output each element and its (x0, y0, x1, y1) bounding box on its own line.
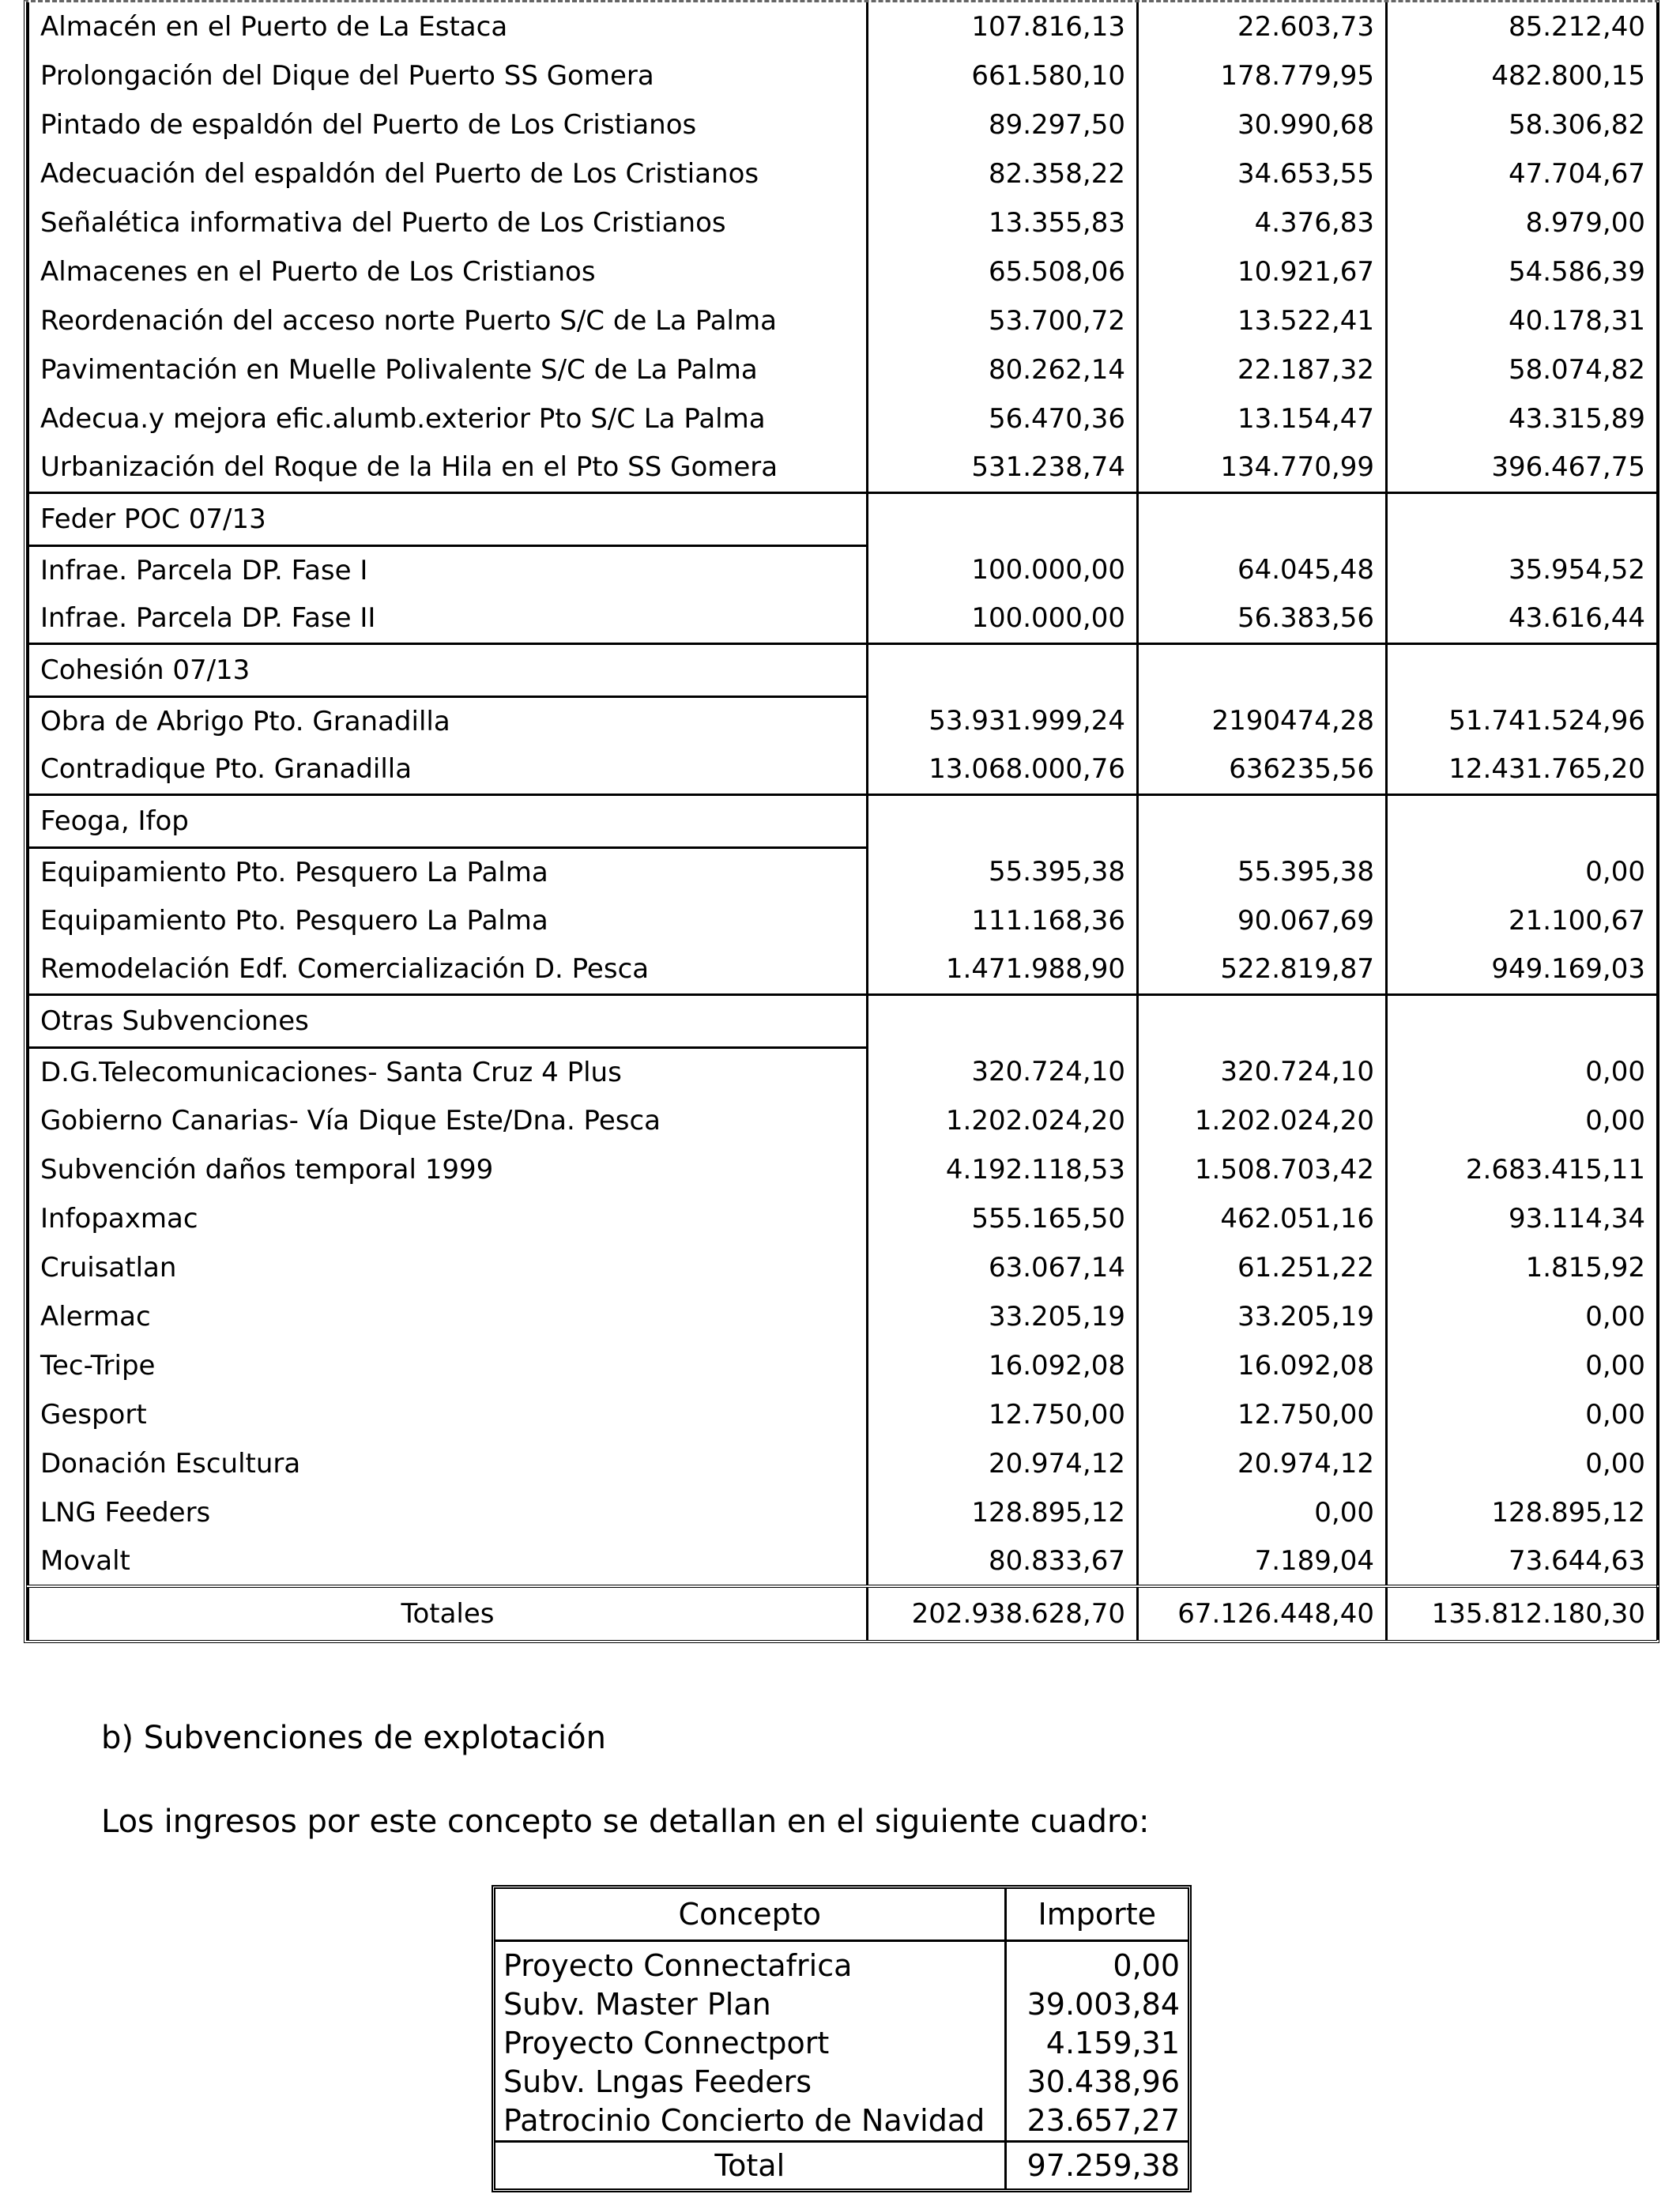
importe-cell: 23.657,27 (1026, 2103, 1180, 2138)
row-value-1: 13.355,83 (868, 198, 1138, 247)
totals-value-2: 67.126.448,40 (1138, 1586, 1387, 1640)
row-label: Alermac (28, 1292, 868, 1341)
row-value-3: 93.114,34 (1387, 1194, 1658, 1243)
table-row (28, 51, 1658, 100)
table-row (28, 594, 1658, 643)
row-label: Gobierno Canarias- Vía Dique Este/Dna. Pesca (28, 1096, 868, 1145)
row-value-2: 320.724,10 (1138, 1047, 1387, 1096)
row-label: Equipamiento Pto. Pesquero La Palma (28, 896, 868, 945)
row-value-3: 0,00 (1387, 1047, 1658, 1096)
totals-value-3: 135.812.180,30 (1387, 1586, 1658, 1640)
concepto-cell: Proyecto Connectafrica (495, 1941, 1005, 1986)
section-label: Feder POC 07/13 (28, 492, 868, 545)
table-row (28, 1488, 1658, 1537)
table-row (28, 149, 1658, 198)
row-value-3: 43.315,89 (1387, 394, 1658, 443)
row-label: Pintado de espaldón del Puerto de Los Cristianos (28, 100, 868, 149)
totals-value-1: 202.938.628,70 (868, 1586, 1138, 1640)
table-row (28, 394, 1658, 443)
table-row (28, 696, 1658, 745)
row-label: Señalética informativa del Puerto de Los Cristianos (28, 198, 868, 247)
row-value-1: 555.165,50 (868, 1194, 1138, 1243)
row-label: Subvención daños temporal 1999 (28, 1145, 868, 1194)
row-value-1: 100.000,00 (868, 545, 1138, 594)
section-empty-cell (1387, 492, 1658, 545)
row-value-3: 0,00 (1387, 847, 1658, 896)
table-row (28, 745, 1658, 794)
row-value-2: 55.395,38 (1138, 847, 1387, 896)
section-empty-cell (1387, 994, 1658, 1047)
section-label: Cohesión 07/13 (28, 643, 868, 696)
row-label: Tec-Tripe (28, 1341, 868, 1390)
row-value-2: 34.653,55 (1138, 149, 1387, 198)
operating-grant-row (495, 2102, 1188, 2142)
table-row (28, 443, 1658, 492)
row-value-3: 949.169,03 (1387, 945, 1658, 994)
row-value-2: 90.067,69 (1138, 896, 1387, 945)
row-value-3: 128.895,12 (1387, 1488, 1658, 1537)
row-value-3: 2.683.415,11 (1387, 1145, 1658, 1194)
section-heading: b) Subvenciones de explotación (101, 1720, 606, 1756)
totals-label: Totales (28, 1586, 868, 1640)
row-label: Adecua.y mejora efic.alumb.exterior Pto S/C La Palma (28, 394, 868, 443)
row-value-1: 33.205,19 (868, 1292, 1138, 1341)
row-value-2: 0,00 (1138, 1488, 1387, 1537)
row-label: Remodelación Edf. Comercialización D. Pesca (28, 945, 868, 994)
row-value-1: 320.724,10 (868, 1047, 1138, 1096)
row-value-3: 85.212,40 (1387, 2, 1658, 51)
row-value-1: 89.297,50 (868, 100, 1138, 149)
section-row (28, 794, 1658, 847)
section-empty-cell (1387, 794, 1658, 847)
row-value-3: 0,00 (1387, 1292, 1658, 1341)
row-value-2: 1.508.703,42 (1138, 1145, 1387, 1194)
importe-cell: 0,00 (1113, 1948, 1180, 1983)
row-value-2: 64.045,48 (1138, 545, 1387, 594)
row-label: Almacén en el Puerto de La Estaca (28, 2, 868, 51)
row-value-1: 4.192.118,53 (868, 1145, 1138, 1194)
row-label: Reordenación del acceso norte Puerto S/C de La Palma (28, 296, 868, 345)
importe-cell: 39.003,84 (1026, 1987, 1180, 2022)
concepto-cell: Subv. Lngas Feeders (495, 2063, 1005, 2102)
operating-grant-row (495, 1985, 1188, 2024)
section-empty-cell (868, 643, 1138, 696)
row-value-2: 13.522,41 (1138, 296, 1387, 345)
row-value-2: 4.376,83 (1138, 198, 1387, 247)
section-empty-cell (868, 994, 1138, 1047)
row-label: Infopaxmac (28, 1194, 868, 1243)
row-value-1: 111.168,36 (868, 896, 1138, 945)
row-value-2: 13.154,47 (1138, 394, 1387, 443)
operating-grant-row (495, 1941, 1188, 1986)
table-row (28, 1341, 1658, 1390)
row-label: Pavimentación en Muelle Polivalente S/C de La Palma (28, 345, 868, 394)
row-value-3: 40.178,31 (1387, 296, 1658, 345)
row-value-3: 47.704,67 (1387, 149, 1658, 198)
row-value-3: 43.616,44 (1387, 594, 1658, 643)
row-value-1: 100.000,00 (868, 594, 1138, 643)
row-value-1: 82.358,22 (868, 149, 1138, 198)
table-row (28, 2, 1658, 51)
row-value-1: 531.238,74 (868, 443, 1138, 492)
row-value-1: 1.202.024,20 (868, 1096, 1138, 1145)
totals-row (28, 1586, 1658, 1640)
row-value-3: 1.815,92 (1387, 1243, 1658, 1292)
operating-grants-header-row (495, 1889, 1188, 1941)
row-label: D.G.Telecomunicaciones- Santa Cruz 4 Plus (28, 1047, 868, 1096)
row-value-1: 16.092,08 (868, 1341, 1138, 1390)
row-value-3: 396.467,75 (1387, 443, 1658, 492)
row-value-2: 134.770,99 (1138, 443, 1387, 492)
row-label: Infrae. Parcela DP. Fase II (28, 594, 868, 643)
operating-grants-body (495, 1941, 1188, 2142)
section-empty-cell (1138, 994, 1387, 1047)
importe-cell: 30.438,96 (1026, 2064, 1180, 2099)
section-empty-cell (868, 492, 1138, 545)
row-label: Obra de Abrigo Pto. Granadilla (28, 696, 868, 745)
row-value-1: 107.816,13 (868, 2, 1138, 51)
section-empty-cell (1138, 643, 1387, 696)
row-label: Contradique Pto. Granadilla (28, 745, 868, 794)
row-value-1: 65.508,06 (868, 247, 1138, 296)
row-value-2: 12.750,00 (1138, 1390, 1387, 1439)
row-value-3: 54.586,39 (1387, 247, 1658, 296)
row-label: Gesport (28, 1390, 868, 1439)
row-value-1: 56.470,36 (868, 394, 1138, 443)
row-value-1: 80.262,14 (868, 345, 1138, 394)
row-value-2: 522.819,87 (1138, 945, 1387, 994)
section-row (28, 643, 1658, 696)
row-value-3: 73.644,63 (1387, 1537, 1658, 1586)
operating-grant-row (495, 2063, 1188, 2102)
row-value-1: 55.395,38 (868, 847, 1138, 896)
row-value-3: 0,00 (1387, 1341, 1658, 1390)
table-row (28, 847, 1658, 896)
section-empty-cell (1387, 643, 1658, 696)
row-value-3: 58.306,82 (1387, 100, 1658, 149)
table-row (28, 1537, 1658, 1586)
table-row (28, 1292, 1658, 1341)
section-paragraph: Los ingresos por este concepto se detallan en el siguiente cuadro: (101, 1804, 1150, 1840)
row-value-2: 56.383,56 (1138, 594, 1387, 643)
concepto-cell: Subv. Master Plan (495, 1985, 1005, 2024)
grants-table (27, 2, 1659, 1640)
section-empty-cell (868, 794, 1138, 847)
section-empty-cell (1138, 794, 1387, 847)
row-label: Almacenes en el Puerto de Los Cristianos (28, 247, 868, 296)
row-value-2: 16.092,08 (1138, 1341, 1387, 1390)
row-value-1: 80.833,67 (868, 1537, 1138, 1586)
section-row (28, 994, 1658, 1047)
row-value-1: 128.895,12 (868, 1488, 1138, 1537)
table-row (28, 896, 1658, 945)
row-value-3: 0,00 (1387, 1390, 1658, 1439)
row-value-1: 12.750,00 (868, 1390, 1138, 1439)
importe-cell: 4.159,31 (1045, 2026, 1180, 2060)
grants-table-body (28, 2, 1658, 1586)
row-label: Prolongación del Dique del Puerto SS Gomera (28, 51, 868, 100)
row-value-2: 2190474,28 (1138, 696, 1387, 745)
table-row (28, 1194, 1658, 1243)
table-row (28, 1047, 1658, 1096)
header-concepto: Concepto (495, 1889, 1005, 1941)
table-row (28, 100, 1658, 149)
row-value-2: 33.205,19 (1138, 1292, 1387, 1341)
row-value-1: 661.580,10 (868, 51, 1138, 100)
row-value-2: 30.990,68 (1138, 100, 1387, 149)
total-label: Total (495, 2142, 1005, 2189)
operating-grant-row (495, 2024, 1188, 2063)
table-row (28, 345, 1658, 394)
operating-grants-table (495, 1889, 1188, 2188)
row-value-1: 13.068.000,76 (868, 745, 1138, 794)
row-value-3: 482.800,15 (1387, 51, 1658, 100)
section-label: Feoga, Ifop (28, 794, 868, 847)
row-value-3: 8.979,00 (1387, 198, 1658, 247)
table-row (28, 198, 1658, 247)
row-label: Equipamiento Pto. Pesquero La Palma (28, 847, 868, 896)
table-row (28, 1096, 1658, 1145)
row-label: Movalt (28, 1537, 868, 1586)
table-row (28, 1390, 1658, 1439)
row-label: Donación Escultura (28, 1439, 868, 1488)
table-row (28, 1145, 1658, 1194)
row-value-1: 1.471.988,90 (868, 945, 1138, 994)
row-label: Urbanización del Roque de la Hila en el Pto SS Gomera (28, 443, 868, 492)
row-label: Cruisatlan (28, 1243, 868, 1292)
table-row (28, 296, 1658, 345)
row-value-3: 58.074,82 (1387, 345, 1658, 394)
table-row (28, 1243, 1658, 1292)
row-value-1: 63.067,14 (868, 1243, 1138, 1292)
row-value-2: 7.189,04 (1138, 1537, 1387, 1586)
row-value-2: 20.974,12 (1138, 1439, 1387, 1488)
row-value-3: 0,00 (1387, 1096, 1658, 1145)
operating-grants-table-container (492, 1885, 1192, 2192)
table-row (28, 247, 1658, 296)
row-value-2: 10.921,67 (1138, 247, 1387, 296)
row-value-2: 1.202.024,20 (1138, 1096, 1387, 1145)
row-value-2: 61.251,22 (1138, 1243, 1387, 1292)
header-importe: Importe (1005, 1889, 1188, 1941)
concepto-cell: Patrocinio Concierto de Navidad (495, 2102, 1005, 2142)
row-value-3: 21.100,67 (1387, 896, 1658, 945)
row-value-2: 178.779,95 (1138, 51, 1387, 100)
operating-grants-total-row (495, 2142, 1188, 2189)
row-label: Infrae. Parcela DP. Fase I (28, 545, 868, 594)
row-label: Adecuación del espaldón del Puerto de Los Cristianos (28, 149, 868, 198)
row-value-2: 462.051,16 (1138, 1194, 1387, 1243)
table-row (28, 945, 1658, 994)
table-row (28, 1439, 1658, 1488)
row-value-3: 12.431.765,20 (1387, 745, 1658, 794)
section-empty-cell (1138, 492, 1387, 545)
row-value-2: 636235,56 (1138, 745, 1387, 794)
row-value-1: 53.931.999,24 (868, 696, 1138, 745)
table-row (28, 545, 1658, 594)
row-value-3: 0,00 (1387, 1439, 1658, 1488)
row-value-3: 35.954,52 (1387, 545, 1658, 594)
concepto-cell: Proyecto Connectport (495, 2024, 1005, 2063)
grants-table-container (24, 0, 1659, 1643)
row-value-1: 53.700,72 (868, 296, 1138, 345)
section-label: Otras Subvenciones (28, 994, 868, 1047)
row-value-2: 22.187,32 (1138, 345, 1387, 394)
row-value-2: 22.603,73 (1138, 2, 1387, 51)
row-label: LNG Feeders (28, 1488, 868, 1537)
row-value-1: 20.974,12 (868, 1439, 1138, 1488)
row-value-3: 51.741.524,96 (1387, 696, 1658, 745)
total-importe: 97.259,38 (1005, 2142, 1188, 2189)
section-row (28, 492, 1658, 545)
